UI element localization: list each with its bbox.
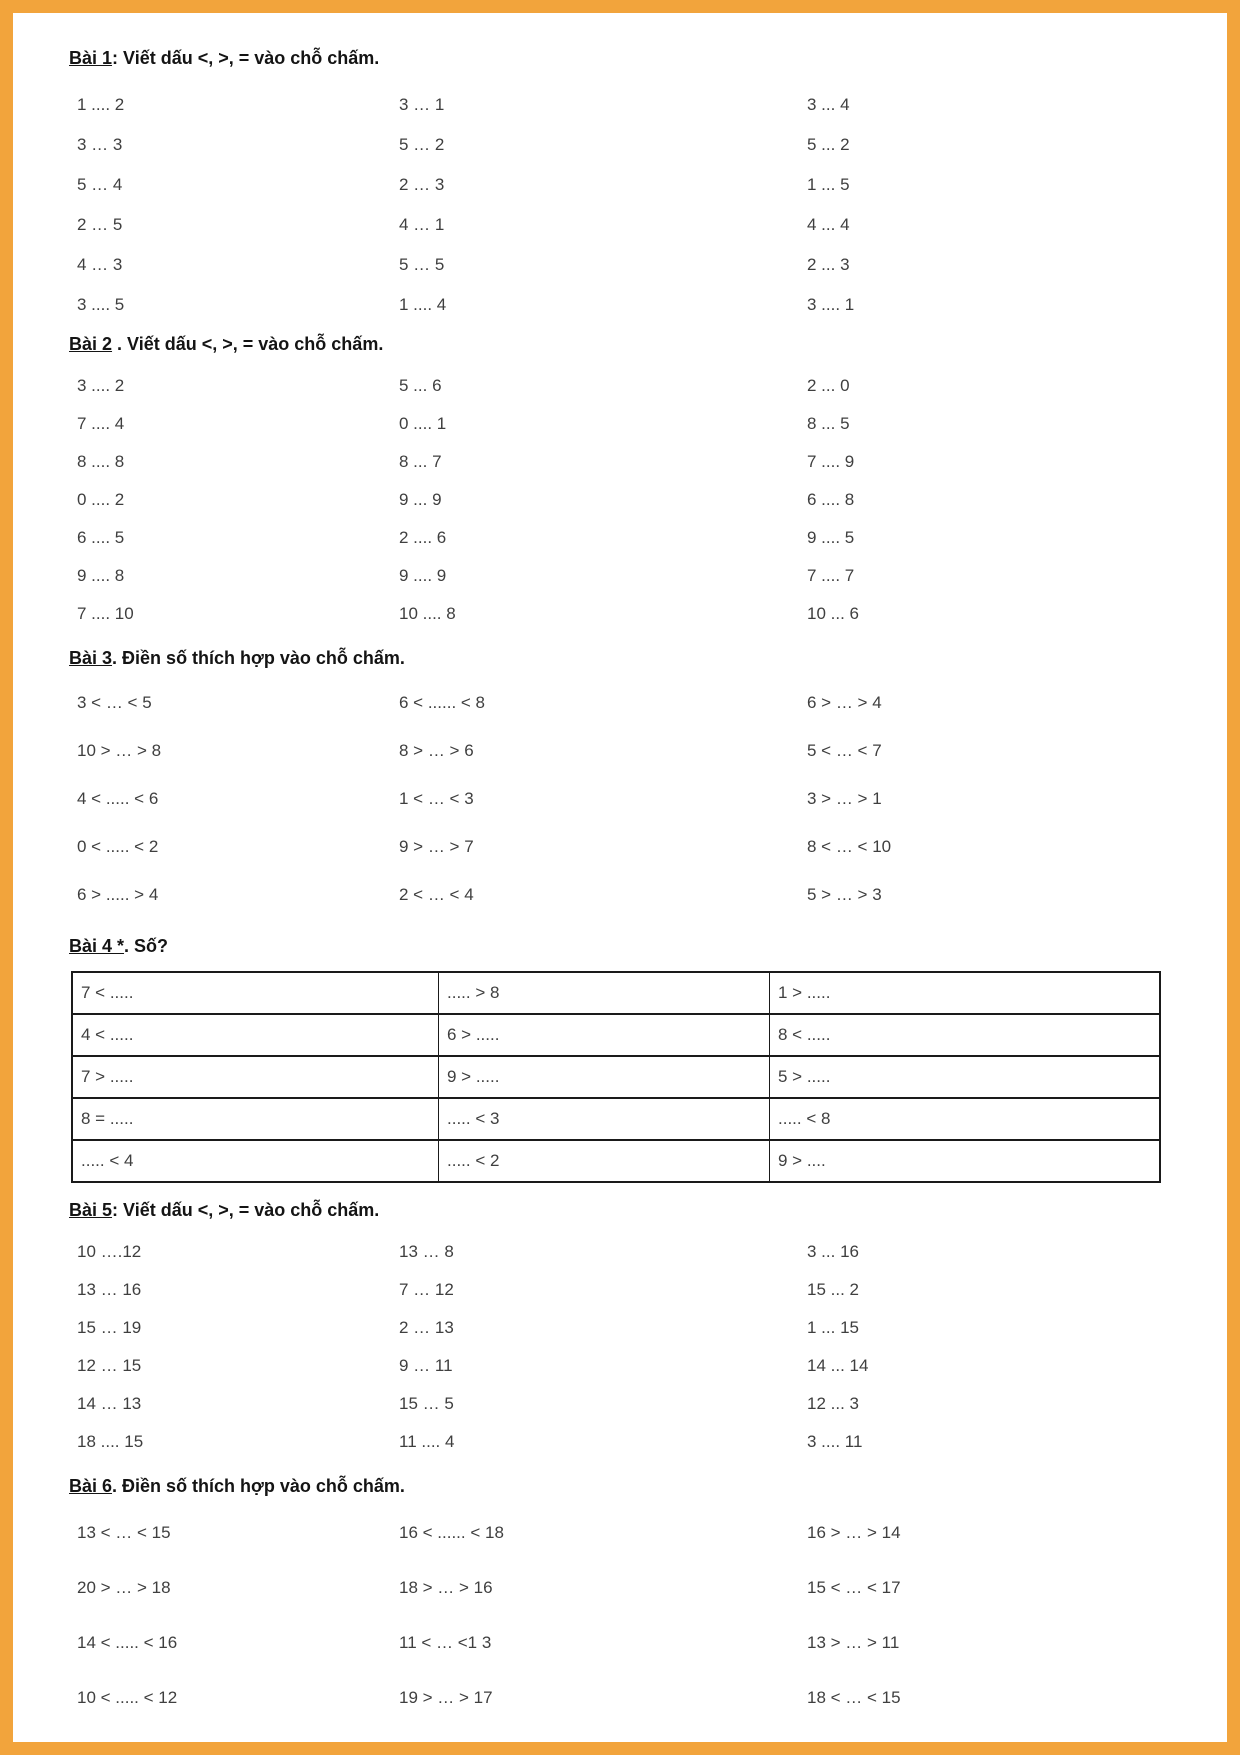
exercise-row <box>77 405 1187 443</box>
section-instruction-bai-6: Điền số thích hợp vào chỗ chấm. <box>122 1476 405 1496</box>
exercise-item: 1 ... 15 <box>807 1318 859 1337</box>
exercise-item: 4 … 1 <box>399 215 445 234</box>
exercise-item: 3 .... 5 <box>77 295 125 314</box>
section-separator-bai-1: : <box>112 48 124 68</box>
exercise-item: 9 > .... <box>778 1151 826 1170</box>
exercise-item: 2 … 5 <box>77 215 123 234</box>
exercise-item: 1 .... 2 <box>77 95 125 114</box>
exercise-item: 12 … 15 <box>77 1356 142 1375</box>
exercise-item: 3 .... 2 <box>77 376 125 395</box>
exercise-item: 10 ….12 <box>77 1242 142 1261</box>
section-separator-bai-6: . <box>112 1476 123 1496</box>
exercise-item: 8 ... 5 <box>807 414 850 433</box>
exercise-item: 14 ... 14 <box>807 1356 869 1375</box>
section-bai-4 <box>69 935 1187 1183</box>
exercise-item: 4 … 3 <box>77 255 123 274</box>
section-title-bai-3 <box>69 647 1187 669</box>
exercise-row <box>77 285 1187 325</box>
exercise-row <box>77 727 1187 775</box>
exercise-item: 5 … 4 <box>77 175 123 194</box>
exercise-row <box>77 1233 1187 1271</box>
exercise-item: 1 .... 4 <box>399 295 447 314</box>
exercise-item: 1 ... 5 <box>807 175 850 194</box>
section-label-bai-3: Bài 3 <box>69 648 113 668</box>
exercise-row <box>73 973 1159 1015</box>
exercise-item: 15 < … < 17 <box>807 1578 901 1597</box>
exercise-item: 5 > … > 3 <box>807 885 882 904</box>
exercise-item: 3 .... 1 <box>807 295 855 314</box>
exercise-row <box>77 775 1187 823</box>
exercise-item: 15 … 5 <box>399 1394 454 1413</box>
section-label-bai-6: Bài 6 <box>69 1476 113 1496</box>
exercise-item: ..... < 4 <box>73 1141 439 1181</box>
exercise-item: ..... < 8 <box>778 1109 831 1128</box>
exercise-row <box>77 519 1187 557</box>
exercise-item: 9 .... 5 <box>807 528 855 547</box>
exercise-item: 5 … 5 <box>399 255 445 274</box>
exercise-rows-bai-3 <box>77 679 1187 919</box>
exercise-item: 2 .... 6 <box>399 528 447 547</box>
exercise-row <box>77 245 1187 285</box>
exercise-row <box>77 871 1187 919</box>
exercise-item: 4 ... 4 <box>807 215 850 234</box>
exercise-row <box>77 367 1187 405</box>
exercise-item: 10 ... 6 <box>807 604 859 623</box>
exercise-item: 6 .... 8 <box>807 490 855 509</box>
exercise-item: 7 .... 9 <box>807 452 855 471</box>
exercise-item: 5 < … < 7 <box>807 741 882 760</box>
section-title-bai-2 <box>69 333 1187 355</box>
exercise-rows-bai-1 <box>77 85 1187 325</box>
section-instruction-bai-2: Viết dấu <, >, = vào chỗ chấm. <box>127 334 384 354</box>
exercise-row <box>77 679 1187 727</box>
exercise-row <box>77 125 1187 165</box>
exercise-row <box>77 1560 1187 1615</box>
exercise-item: 9 > … > 7 <box>399 837 474 856</box>
exercise-item: 9 .... 9 <box>399 566 447 585</box>
exercise-item: 19 > … > 17 <box>399 1688 493 1707</box>
exercise-row <box>77 1309 1187 1347</box>
exercise-item: 0 .... 2 <box>77 490 125 509</box>
exercise-item: 13 > … > 11 <box>807 1633 900 1652</box>
exercise-item: 11 .... 4 <box>399 1432 455 1451</box>
exercise-item: 2 < … < 4 <box>399 885 474 904</box>
exercise-item: 9 ... 9 <box>399 490 442 509</box>
exercise-item: 3 … 1 <box>399 95 445 114</box>
exercise-row <box>73 1015 1159 1057</box>
exercise-row <box>77 443 1187 481</box>
exercise-row <box>77 481 1187 519</box>
exercise-item: 6 > ..... <box>439 1015 770 1055</box>
exercise-item: 9 .... 8 <box>77 566 125 585</box>
exercise-item: 6 .... 5 <box>77 528 125 547</box>
exercise-item: 3 > … > 1 <box>807 789 882 808</box>
section-title-bai-4 <box>69 935 1187 957</box>
exercise-item: 5 ... 6 <box>399 376 442 395</box>
exercise-item: 4 < ..... < 6 <box>77 789 159 808</box>
exercise-item: 7 .... 10 <box>77 604 134 623</box>
exercise-row <box>77 1615 1187 1670</box>
exercise-rows-bai-2 <box>77 367 1187 633</box>
exercise-item: 8 > … > 6 <box>399 741 474 760</box>
exercise-item: 0 .... 1 <box>399 414 447 433</box>
exercise-item: 3 … 3 <box>77 135 123 154</box>
exercise-item: 2 … 13 <box>399 1318 454 1337</box>
exercise-item: 6 > ..... > 4 <box>77 885 159 904</box>
exercise-row <box>77 595 1187 633</box>
exercise-item: 14 < ..... < 16 <box>77 1633 178 1652</box>
exercise-item: 13 … 8 <box>399 1242 454 1261</box>
exercise-item: 10 < ..... < 12 <box>77 1688 178 1707</box>
section-separator-bai-3: . <box>112 648 123 668</box>
exercise-row <box>77 165 1187 205</box>
exercise-item: 1 > ..... <box>778 983 831 1002</box>
section-instruction-bai-5: Viết dấu <, >, = vào chỗ chấm. <box>123 1200 380 1220</box>
exercise-row <box>77 1670 1187 1725</box>
worksheet-content <box>13 13 1227 1725</box>
exercise-item: 0 < ..... < 2 <box>77 837 159 856</box>
section-label-bai-4: Bài 4 * <box>69 936 125 956</box>
section-bai-2 <box>69 333 1187 633</box>
exercise-item: ..... > 8 <box>439 973 770 1013</box>
exercise-item: ..... < 2 <box>439 1141 770 1181</box>
exercise-item: 15 … 19 <box>77 1318 142 1337</box>
exercise-row <box>73 1099 1159 1141</box>
exercise-item: 3 ... 16 <box>807 1242 859 1261</box>
section-bai-6 <box>69 1475 1187 1725</box>
section-title-bai-5 <box>69 1199 1187 1221</box>
exercise-table-bai-4 <box>71 971 1161 1183</box>
exercise-row <box>77 1347 1187 1385</box>
exercise-item: 3 .... 11 <box>807 1432 863 1451</box>
exercise-rows-bai-5 <box>77 1233 1187 1461</box>
exercise-row <box>73 1141 1159 1181</box>
exercise-item: 5 … 2 <box>399 135 445 154</box>
exercise-item: 8 ... 7 <box>399 452 442 471</box>
exercise-item: 16 < ...... < 18 <box>399 1523 504 1542</box>
exercise-rows-bai-6 <box>77 1505 1187 1725</box>
exercise-row <box>77 1385 1187 1423</box>
exercise-item: 13 … 16 <box>77 1280 142 1299</box>
section-label-bai-5: Bài 5 <box>69 1200 113 1220</box>
exercise-item: 8 = ..... <box>73 1099 439 1139</box>
exercise-item: 6 > … > 4 <box>807 693 882 712</box>
exercise-row <box>77 557 1187 595</box>
exercise-row <box>77 1423 1187 1461</box>
section-label-bai-1: Bài 1 <box>69 48 113 68</box>
exercise-item: 11 < … <1 3 <box>399 1633 492 1652</box>
exercise-item: 10 > … > 8 <box>77 741 162 760</box>
exercise-item: 8 .... 8 <box>77 452 125 471</box>
exercise-item: 12 ... 3 <box>807 1394 859 1413</box>
exercise-item: 7 .... 7 <box>807 566 855 585</box>
exercise-item: 7 > ..... <box>73 1057 439 1097</box>
exercise-item: 18 .... 15 <box>77 1432 144 1451</box>
exercise-row <box>77 85 1187 125</box>
section-title-bai-1 <box>69 47 1187 69</box>
exercise-item: 9 … 11 <box>399 1356 453 1375</box>
exercise-row <box>77 823 1187 871</box>
exercise-item: 20 > … > 18 <box>77 1578 171 1597</box>
exercise-item: 9 > ..... <box>439 1057 770 1097</box>
section-label-bai-2: Bài 2 <box>69 334 113 354</box>
exercise-item: 1 < … < 3 <box>399 789 474 808</box>
exercise-item: 15 ... 2 <box>807 1280 859 1299</box>
section-instruction-bai-4: Số? <box>134 936 169 956</box>
exercise-item: 6 < ...... < 8 <box>399 693 485 712</box>
exercise-item: 5 ... 2 <box>807 135 850 154</box>
exercise-item: 18 > … > 16 <box>399 1578 493 1597</box>
exercise-item: 2 ... 0 <box>807 376 850 395</box>
section-separator-bai-2: . <box>112 334 128 354</box>
exercise-item: 2 ... 3 <box>807 255 850 274</box>
section-bai-5 <box>69 1199 1187 1461</box>
section-separator-bai-4: . <box>124 936 135 956</box>
exercise-item: 3 ... 4 <box>807 95 850 114</box>
exercise-item: 3 < … < 5 <box>77 693 152 712</box>
section-instruction-bai-3: Điền số thích hợp vào chỗ chấm. <box>122 648 405 668</box>
exercise-item: 8 < ..... <box>778 1025 831 1044</box>
exercise-item: 18 < … < 15 <box>807 1688 901 1707</box>
section-bai-3 <box>69 647 1187 919</box>
exercise-item: 5 > ..... <box>778 1067 831 1086</box>
exercise-item: 7 .... 4 <box>77 414 125 433</box>
exercise-item: 2 … 3 <box>399 175 445 194</box>
exercise-row <box>73 1057 1159 1099</box>
section-title-bai-6 <box>69 1475 1187 1497</box>
exercise-row <box>77 1271 1187 1309</box>
exercise-item: 8 < … < 10 <box>807 837 892 856</box>
exercise-item: 4 < ..... <box>73 1015 439 1055</box>
exercise-item: ..... < 3 <box>439 1099 770 1139</box>
section-bai-1 <box>69 47 1187 325</box>
exercise-item: 10 .... 8 <box>399 604 456 623</box>
exercise-item: 7 … 12 <box>399 1280 454 1299</box>
exercise-row <box>77 205 1187 245</box>
section-instruction-bai-1: Viết dấu <, >, = vào chỗ chấm. <box>123 48 380 68</box>
exercise-item: 7 < ..... <box>73 973 439 1013</box>
section-separator-bai-5: : <box>112 1200 124 1220</box>
exercise-item: 16 > … > 14 <box>807 1523 901 1542</box>
exercise-row <box>77 1505 1187 1560</box>
exercise-item: 13 < … < 15 <box>77 1523 171 1542</box>
exercise-item: 14 … 13 <box>77 1394 142 1413</box>
